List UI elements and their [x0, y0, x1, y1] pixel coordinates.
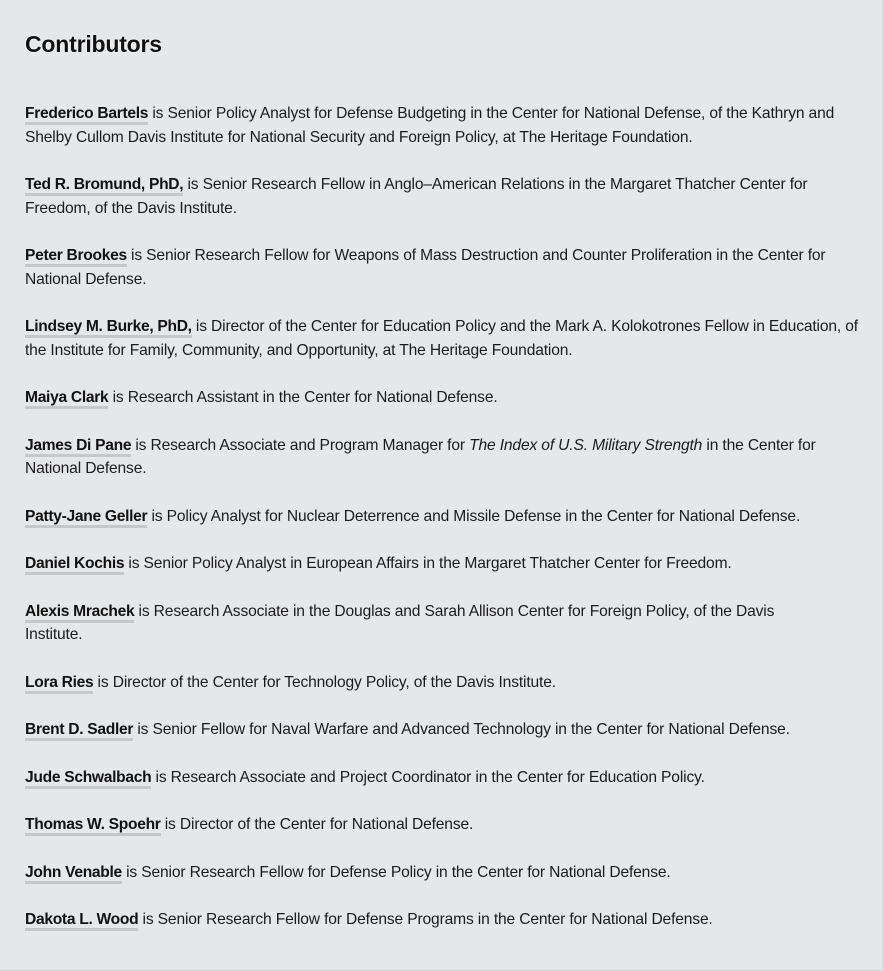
- contributor-bio: is Director of the Center for Technology Policy, of the Davis Institute.: [93, 673, 556, 691]
- contributor-bio: is Director of the Center for National Defense.: [160, 816, 474, 833]
- contributor-bio: is Research Assistant in the Center for National Defense.: [108, 389, 498, 406]
- contributor-name: Ted R. Bromund, PhD,: [25, 176, 183, 196]
- contributor-entry: [25, 718, 865, 742]
- contributor-entry: [25, 315, 865, 362]
- contributor-bio: is Senior Research Fellow for Defense Programs in the Center for National Defense.: [138, 911, 713, 928]
- contributor-entry: [25, 505, 865, 529]
- contributor-bio: is Senior Policy Analyst for Defense Budgeting in the Center for National Defense, of the Kathryn and Shelby Cullom Davis Institute for National Security and Foreign Policy, at The Heritage Foundation.: [25, 105, 835, 146]
- contributor-name: James Di Pane: [25, 437, 131, 457]
- contributor-entry: [25, 434, 865, 481]
- contributors-list: [25, 102, 865, 932]
- contributor-bio: is Research Associate and Program Manager for: [131, 436, 470, 454]
- contributor-name: Patty-Jane Geller: [25, 508, 147, 528]
- contributor-entry: [25, 244, 865, 291]
- contributor-name: Jude Schwalbach: [25, 769, 151, 789]
- contributor-entry: [25, 102, 865, 149]
- contributor-bio: is Senior Research Fellow for Weapons of Mass Destruction and Counter Proliferation in the Center for National Defense.: [25, 247, 826, 288]
- contributor-bio: is Policy Analyst for Nuclear Deterrence and Missile Defense in the Center for National Defense.: [147, 507, 801, 525]
- contributor-entry: [25, 600, 795, 647]
- contributor-entry: [25, 386, 865, 410]
- contributor-bio: is Senior Fellow for Naval Warfare and Advanced Technology in the Center for National Defense.: [133, 721, 790, 738]
- contributor-name: Thomas W. Spoehr: [25, 816, 161, 836]
- publication-title: The Index of U.S. Military Strength: [469, 436, 703, 454]
- contributor-name: Alexis Mrachek: [25, 603, 134, 623]
- contributor-bio: is Research Associate in the Douglas and Sarah Allison Center for Foreign Policy, of the Davis Institute.: [25, 602, 775, 643]
- contributor-entry: [25, 813, 865, 837]
- contributor-name: Dakota L. Wood: [25, 911, 138, 931]
- contributor-bio: in the Center for National Defense.: [25, 436, 816, 477]
- contributor-entry: [25, 173, 865, 220]
- contributor-bio: is Senior Policy Analyst in European Affairs in the Margaret Thatcher Center for Freedom.: [124, 555, 732, 572]
- contributor-bio: is Senior Research Fellow in Anglo–American Relations in the Margaret Thatcher Center for Freedom, of the Davis Institute.: [25, 176, 808, 217]
- contributor-name: Brent D. Sadler: [25, 721, 133, 741]
- contributor-name: Peter Brookes: [25, 247, 127, 267]
- contributor-name: Maiya Clark: [25, 389, 108, 409]
- contributor-name: Lora Ries: [25, 674, 93, 694]
- page-title: Contributors: [25, 31, 162, 57]
- contributor-bio: is Director of the Center for Education Policy and the Mark A. Kolokotrones Fellow in Education, of the Institute for Family, Community, and Opportunity, at The Heritage Foundation.: [25, 318, 858, 359]
- contributor-name: Frederico Bartels: [25, 105, 148, 125]
- contributor-entry: [25, 908, 865, 932]
- contributor-entry: [25, 552, 865, 576]
- contributor-entry: [25, 861, 865, 885]
- contributor-name: Daniel Kochis: [25, 555, 124, 575]
- contributor-bio: is Research Associate and Project Coordinator in the Center for Education Policy.: [151, 768, 705, 786]
- contributor-entry: [25, 671, 865, 695]
- contributor-name: Lindsey M. Burke, PhD,: [25, 318, 192, 338]
- contributor-name: John Venable: [25, 864, 122, 884]
- contributor-bio: is Senior Research Fellow for Defense Policy in the Center for National Defense.: [121, 863, 671, 881]
- contributor-entry: [25, 766, 865, 790]
